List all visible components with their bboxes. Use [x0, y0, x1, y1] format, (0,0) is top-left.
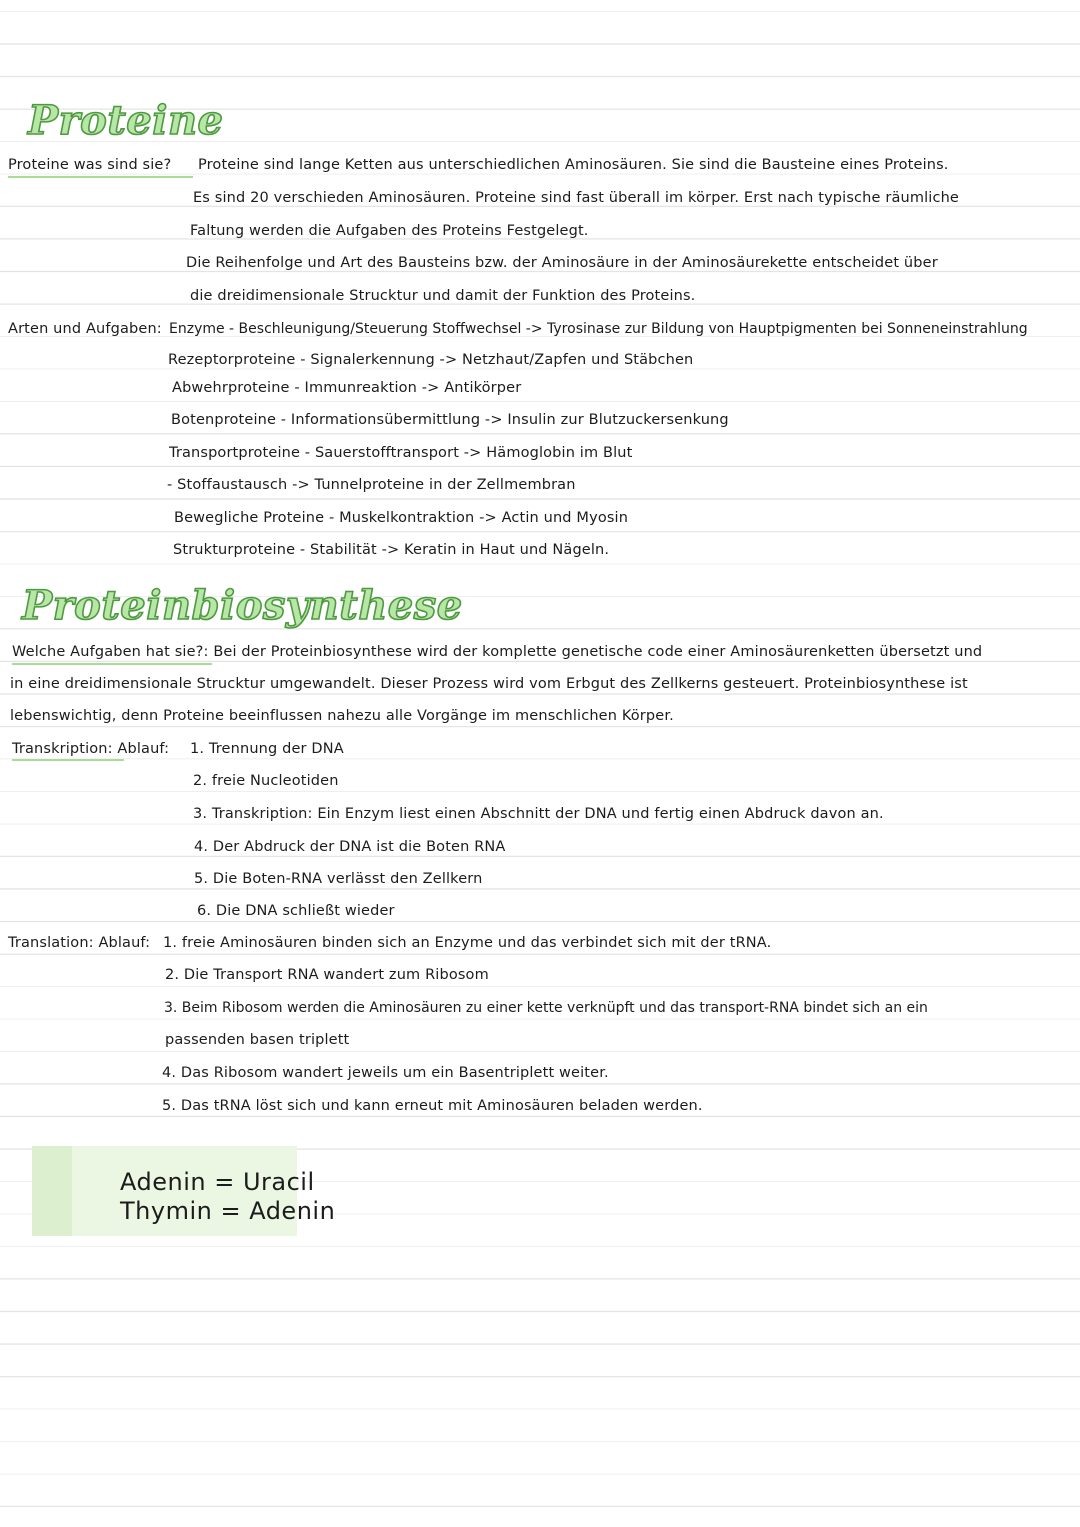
- note-line: Adenin = Uracil: [120, 1168, 315, 1196]
- list-item: Strukturproteine - Stabilität -> Keratin in Haut und Nägeln.: [173, 542, 610, 558]
- step-item: 5. Das tRNA löst sich und kann erneut mit Aminosäuren beladen werden.: [162, 1098, 703, 1114]
- step-item: 5. Die Boten-RNA verlässt den Zellkern: [194, 871, 483, 887]
- step-item: 2. Die Transport RNA wandert zum Ribosom: [165, 967, 489, 983]
- step-item: 3. Beim Ribosom werden die Aminosäuren zu einer kette verknüpft und das transport-RNA bindet sich an ein: [164, 1000, 928, 1016]
- highlight-underline: [12, 663, 212, 665]
- step-item: 1. freie Aminosäuren binden sich an Enzyme und das verbindet sich mit der tRNA.: [163, 935, 772, 951]
- list-item: Botenproteine - Informationsübermittlung -> Insulin zur Blutzuckersenkung: [171, 412, 729, 428]
- text-line: Welche Aufgaben hat sie?: Bei der Proteinbiosynthese wird der komplette genetische code einer Aminosäurenketten übersetzt und: [12, 644, 983, 660]
- step-item: 6. Die DNA schließt wieder: [197, 903, 395, 919]
- list-item: Abwehrproteine - Immunreaktion -> Antikörper: [172, 380, 522, 396]
- text-line: in eine dreidimensionale Strucktur umgewandelt. Dieser Prozess wird vom Erbgut des Zellkerns gesteuert. Proteinbiosynthese ist: [10, 676, 968, 692]
- title-proteine: Proteine: [28, 97, 224, 144]
- label-translation: Translation: Ablauf:: [8, 935, 151, 951]
- label-arten-und-aufgaben: Arten und Aufgaben:: [8, 321, 162, 337]
- text-line: Die Reihenfolge und Art des Bausteins bzw. der Aminosäure in der Aminosäurekette entscheidet über: [186, 255, 938, 271]
- note-box: [32, 1146, 336, 1236]
- list-item: - Stoffaustausch -> Tunnelproteine in der Zellmembran: [167, 477, 576, 493]
- step-item: 4. Der Abdruck der DNA ist die Boten RNA: [194, 839, 506, 855]
- step-item: 1. Trennung der DNA: [190, 741, 344, 757]
- list-item: Enzyme - Beschleunigung/Steuerung Stoffwechsel -> Tyrosinase zur Bildung von Hauptpigmenten bei Sonneneinstrahlung: [169, 321, 1028, 337]
- label-transkription: Transkription: Ablauf:: [12, 741, 170, 757]
- text-line: Proteine sind lange Ketten aus unterschiedlichen Aminosäuren. Sie sind die Bausteine eines Proteins.: [198, 157, 949, 173]
- list-item: Transportproteine - Sauerstofftransport -> Hämoglobin im Blut: [169, 445, 633, 461]
- label-was-sind-sie: Proteine was sind sie?: [8, 157, 172, 173]
- highlight-underline: [12, 759, 124, 761]
- note-line: Thymin = Adenin: [120, 1197, 336, 1225]
- list-item: Rezeptorproteine - Signalerkennung -> Netzhaut/Zapfen und Stäbchen: [168, 352, 694, 368]
- step-item: 2. freie Nucleotiden: [193, 773, 339, 789]
- step-item: 3. Transkription: Ein Enzym liest einen Abschnitt der DNA und fertig einen Abdruck davon an.: [193, 806, 884, 822]
- text-line: die dreidimensionale Strucktur und damit der Funktion des Proteins.: [190, 288, 696, 304]
- text-line: lebenswichtig, denn Proteine beeinflussen nahezu alle Vorgänge im menschlichen Körper.: [10, 708, 674, 724]
- text-line: Es sind 20 verschieden Aminosäuren. Proteine sind fast überall im körper. Erst nach typische räumliche: [193, 190, 959, 206]
- step-item: passenden basen triplett: [165, 1032, 350, 1048]
- highlight-underline: [8, 176, 193, 178]
- step-item: 4. Das Ribosom wandert jeweils um ein Basentriplett weiter.: [162, 1065, 609, 1081]
- list-item: Bewegliche Proteine - Muskelkontraktion -> Actin und Myosin: [174, 510, 629, 526]
- title-proteinbiosynthese: Proteinbiosynthese: [22, 582, 463, 629]
- text-line: Faltung werden die Aufgaben des Proteins Festgelegt.: [190, 223, 589, 239]
